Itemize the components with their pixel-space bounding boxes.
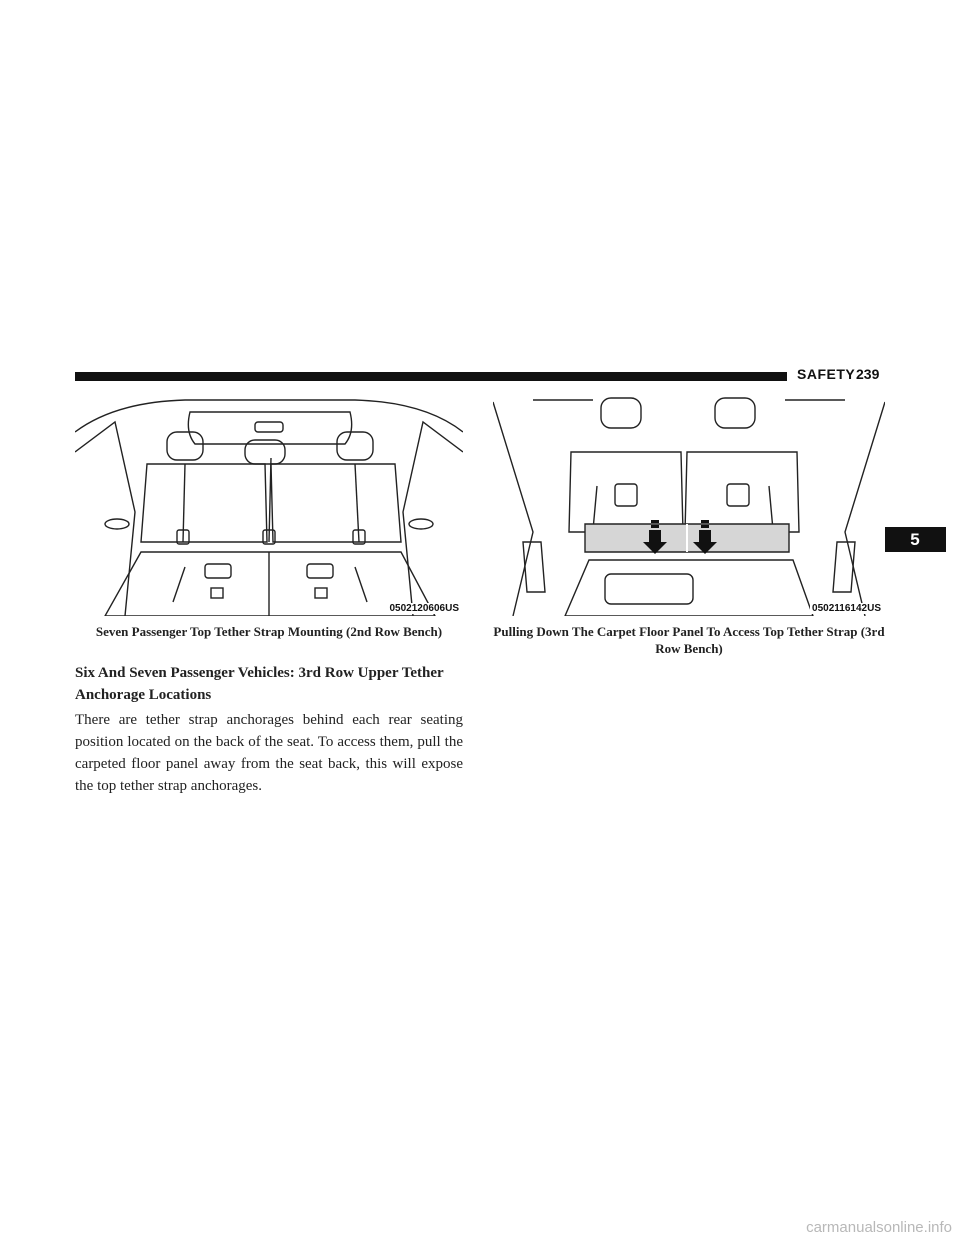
figure-code: 0502120606US bbox=[389, 603, 459, 614]
body-paragraph: There are tether strap anchorages behind each rear seating position located on the back of the seat. To access them, pull the carpeted floor panel away from the seat back, this will expose the top tether strap anchorages. bbox=[75, 712, 463, 794]
figure-code: 0502116142US bbox=[812, 603, 881, 614]
chapter-tab[interactable]: 5 bbox=[884, 527, 946, 552]
figure-2nd-row-bench bbox=[75, 392, 463, 616]
illustration-3rd-row-bench bbox=[493, 392, 885, 616]
header-rule bbox=[75, 372, 787, 381]
page-number: 239 bbox=[856, 366, 880, 382]
header-section-title: SAFETY bbox=[797, 366, 856, 382]
section-heading: Six And Seven Passenger Vehicles: 3rd Row Upper Tether Anchorage Locations bbox=[75, 665, 444, 703]
figure-caption: Seven Passenger Top Tether Strap Mounting (2nd Row Bench) bbox=[95, 624, 443, 639]
illustration-2nd-row-bench bbox=[75, 392, 463, 616]
figure-3rd-row-bench bbox=[493, 392, 885, 616]
watermark: carmanualsonline.info bbox=[806, 1219, 952, 1236]
figure-caption: Pulling Down The Carpet Floor Panel To Access Top Tether Strap (3rd Row Bench) bbox=[493, 624, 885, 656]
